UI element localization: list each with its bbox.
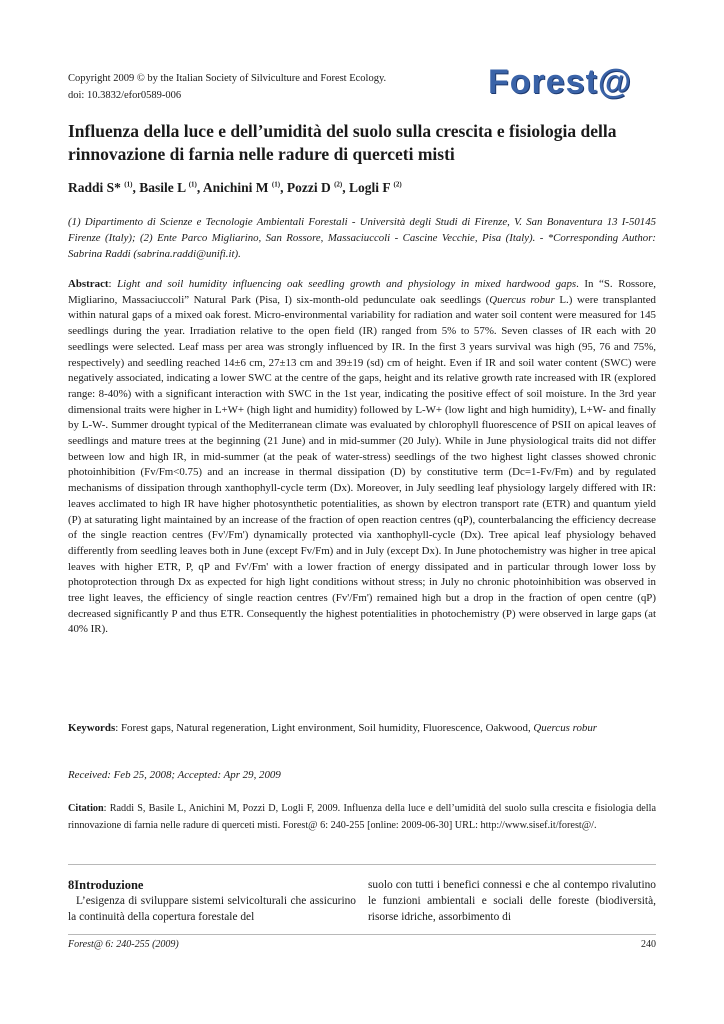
doi-line: doi: 10.3832/efor0589-006	[68, 90, 182, 101]
citation-text: : Raddi S, Basile L, Anichini M, Pozzi D, Logli F, 2009. Influenza della luce e dell’umidità del suolo sulla crescita e fisiologia della rinnovazione di farnia nelle radure di querceti misti. Forest@ 6: 240-255 [online: 2009-06-30] URL: http://www.sisef.it/forest@/.	[68, 803, 656, 831]
citation-label: Citation	[68, 803, 104, 814]
author-affiliation-mark: (2)	[334, 180, 343, 189]
author-affiliation-mark: (1)	[271, 180, 281, 189]
body-paragraph: L’esigenza di sviluppare sistemi selvicolturali che assicurino la continuità della copertura forestale del	[68, 895, 356, 923]
paper-title: Influenza della luce e dell’umidità del suolo sulla crescita e fisiologia della rinnovazione di farnia nelle radure di querceti misti	[68, 121, 617, 164]
footer-divider	[68, 934, 656, 935]
keywords-label: Keywords	[68, 722, 116, 734]
abstract-text-part-2: L.) were transplanted within natural gaps of a mixed oak forest. Micro-environmental variability for radiation and water soil content were measured for 145 seedlings during the year. Irradiation relative to the open field (IR) ranged from 5% to 57%. Seven classes of IR each with 20 seedlings were selected. Leaf mass per area was strongly influenced by IR. In the first 3 years survival was high (95, 76 and 75%, respectively) and seedling reached 14±6 cm, 27±13 cm and 39±19 (sd) cm of height. Even if IR and soil water content (SWC) were negatively associated, indicating a lower SWC at the centre of the gaps, height and its relative growth rate increased with IR (explored range: 8-40%) with a significant interaction with SWC in the 1st year, indicating the positive effect of soil moisture. In the 3rd year dimensional traits were higher in L+W+ (high light and humidity) followed by L-W+ (low light and high humidity), L+W- and finally by L-W-. Summer drought typical of the Mediterranean climate was evaluated by chlorophyll fluorescence of PSII on apical leaves of seedlings and mature trees at the beginning (21 June) and in mid-summer (20 July). While in June physiological traits did not differ between low and high IR, in mid-summer (at the peak of water-stress) seedlings of the two highest light classes showed chronic photoinhibition (Fv/Fm<0.75) and an increase in thermal dissipation (D) by constitutive term (Dc=1-Fv/Fm) and by regulated mechanisms of dissipation through xanthophyll-cycle term (Dx). Moreover, in July seedling leaf physiology largely differed with IR: leaves acclimated to high IR have higher photosynthetic potentialities, as shown by electron transport rate (ETR) and quantum yield (P) at saturating light maintained by an increase of the fraction of open reaction centres (qP), counterbalancing the efficiency decrease of the single reaction centres (Fv'/Fm') dynamically protected via xanthophyll-cycle (Dx). Tree apical leaf physiology behaved differently from seedling leaves both in June (except Fv/Fm) and in July (except Dx). In June photochemistry was higher in tree apical leaves with higher ETR, P, qP and Fv'/Fm' with a lower fraction of energy dissipated and in particular through lower loss by photoprotection through Dx as expected for high light conditions without stress; in July no chronic photoinhibition was observed in tree light leaves, the efficiency of single reaction centres (Fv'/Fm') remained high but a drop in the fraction of open centre (qP) decreased significantly P and thus ETR. Consequently the highest potentialities in photochemistry (P) were observed in large gaps (at 40% IR).	[68, 293, 656, 636]
author-name: Basile L	[139, 180, 186, 195]
keywords-text: : Forest gaps, Natural regeneration, Light environment, Soil humidity, Fluorescence, Oakwood,	[115, 722, 534, 734]
received-dates: Received: Feb 25, 2008; Accepted: Apr 29, 2009	[68, 769, 281, 781]
body-column-right: suolo con tutti i benefici connessi e che al contempo rivalutino le funzioni ambientali e sociali delle foreste (biodiversità, risorse idriche, assorbimento di	[368, 879, 656, 923]
copyright-block	[68, 70, 508, 104]
page-number: 240	[641, 939, 656, 950]
footer-journal-ref: Forest@ 6: 240-255 (2009)	[68, 939, 179, 950]
keywords	[68, 720, 656, 736]
author-affiliation-mark: (1)	[124, 180, 133, 189]
author-affiliation-mark: (1)	[188, 180, 197, 189]
journal-logo: Forest@	[488, 63, 633, 101]
section-divider	[68, 864, 656, 865]
author-name: Raddi S*	[68, 180, 121, 195]
affiliations: (1) Dipartimento di Scienze e Tecnologie Ambientali Forestali - Università degli Studi di Firenze, V. San Bonaventura 13 I-50145 Firenze (Italy); (2) Ente Parco Migliarino, San Rossore, Massaciuccoli - Cascine Vecchie, Pisa (Italy). - *Corresponding Author: Sabrina Raddi (sabrina.raddi@unifi.it).	[68, 216, 656, 260]
section-heading: 8Introduzione	[68, 878, 144, 892]
author-affiliation-mark: (2)	[393, 180, 402, 189]
abstract: Abstract: Light and soil humidity influencing oak seedling growth and physiology in mixed hardwood gaps. In “S. Rossore, Migliarino, Massaciuccoli” Natural Park (Pisa, I) six-month-old pedunculate oak seedlings (Quercus robur L.) were transplanted within natural gaps of a mixed oak forest. Micro-environmental variability for radiation and water soil content were measured for 145 seedlings during the year. Irradiation relative to the open field (IR) ranged from 5% to 57%. Seven classes of IR each with 20 seedlings were selected. Leaf mass per area was strongly influenced by IR. In the first 3 years survival was high (95, 76 and 75%, respectively) and seedling reached 14±6 cm, 27±13 cm and 39±19 (sd) cm of height. Even if IR and soil water content (SWC) were negatively associated, indicating a lower SWC at the centre of the gaps, height and its relative growth rate increased with IR (explored range: 8-40%) with a significant interaction with SWC in the 1st year, indicating the positive effect of soil moisture. In the 3rd year dimensional traits were higher in L+W+ (high light and humidity) followed by L-W+ (low light and high humidity), L+W- and finally by L-W-. Summer drought typical of the Mediterranean climate was evaluated by chlorophyll fluorescence of PSII on apical leaves of seedlings and mature trees at the beginning (21 June) and in mid-summer (20 July). While in June physiological traits did not differ between low and high IR, in mid-summer (at the peak of water-stress) seedlings of the two highest light classes showed chronic photoinhibition (Fv/Fm<0.75) and an increase in thermal dissipation (D) by constitutive term (Dc=1-Fv/Fm) and by regulated mechanisms of dissipation through xanthophyll-cycle term (Dx). Moreover, in July seedling leaf physiology largely differed with IR: leaves acclimated to high IR have higher photosynthetic potentialities, as shown by electron transport rate (ETR) and quantum yield (P) at saturating light maintained by an increase of the fraction of open reaction centres (qP), counterbalancing the efficiency decrease of the single reaction centres (Fv'/Fm') dynamically protected via xanthophyll-cycle (Dx). Tree apical leaf physiology behaved differently from seedling leaves both in June (except Fv/Fm) and in July (except Dx). In June photochemistry was higher in tree apical leaves with higher ETR, P, qP and Fv'/Fm' with a lower fraction of energy dissipated and in particular through lower loss by photoprotection through Dx as expected for high light conditions without stress; in July no chronic photoinhibition was observed in tree light leaves, the efficiency of single reaction centres (Fv'/Fm') remained high but a drop in the fraction of open centre (qP) decreased significantly P and thus ETR. Consequently the highest potentialities in photochemistry (P) were observed in large gaps (at 40% IR).	[68, 278, 657, 636]
abstract-english-title: Light and soil humidity influencing oak seedling growth and physiology in mixed hardwood gaps	[117, 278, 577, 290]
author-name: Logli F	[349, 180, 391, 195]
author-list: Raddi S* $^{(1)}$, Basile L $^{(1)}$, Anichini M $^{(1)}$, Pozzi D $^{(2)}$, Logli F $^{(2)}$	[68, 180, 402, 195]
body-column-left	[68, 877, 356, 925]
keywords-species: Quercus robur	[533, 722, 598, 734]
author-name: Pozzi D	[286, 180, 331, 195]
copyright-line: Copyright 2009 © by the Italian Society of Silviculture and Forest Ecology.	[68, 73, 387, 84]
author-name: Anichini M	[202, 180, 269, 195]
citation	[68, 800, 656, 834]
abstract-text-part-1: . In “S. Rossore, Migliarino, Massaciuccoli” Natural Park (Pisa, I) six-month-old pedunculate oak seedlings (	[68, 278, 657, 306]
abstract-species-name: Quercus robur	[489, 293, 555, 306]
abstract-label: Abstract	[68, 278, 109, 290]
